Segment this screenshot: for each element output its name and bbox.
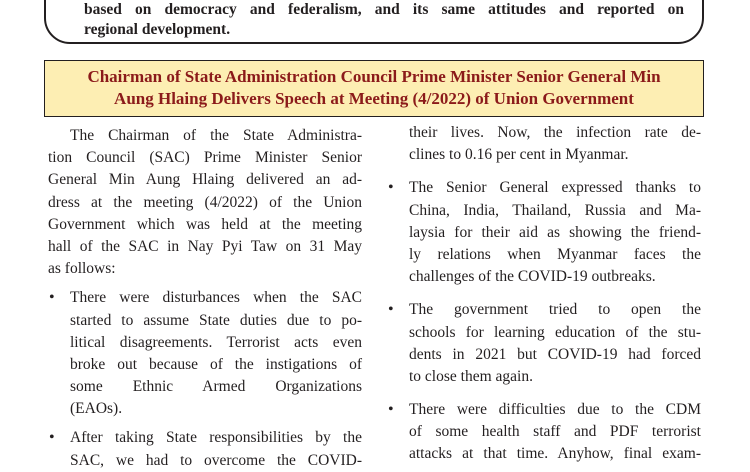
bullet-item bbox=[387, 299, 701, 388]
text-line: • After taking State responsibilities by the bbox=[70, 429, 362, 447]
text-line: General Min Aung Hlaing delivered an ad- bbox=[48, 171, 362, 189]
summary-line: regional development. bbox=[84, 21, 231, 38]
headline-line: Chairman of State Administration Council Prime Minister Senior General Min bbox=[87, 67, 661, 86]
bullet-item bbox=[48, 287, 362, 420]
bullet-item bbox=[387, 399, 701, 466]
text-line: • The Senior General expressed thanks to bbox=[409, 179, 701, 197]
summary-line: based on democracy and federalism, and its same attitudes and reported on bbox=[84, 1, 684, 18]
text-line: started to assume State duties due to po- bbox=[70, 311, 362, 329]
text-line: litical disagreements. Terrorist acts even bbox=[70, 333, 362, 351]
summary-text bbox=[84, 0, 684, 40]
text-line: schools for learning education of the stu- bbox=[409, 323, 701, 341]
left-column bbox=[48, 125, 362, 472]
text-line: The Chairman of the State Administra- bbox=[70, 127, 362, 144]
text-line: laysia for their aid as showing the friend- bbox=[409, 223, 701, 241]
text-line: some Ethnic Armed Organizations bbox=[70, 378, 362, 396]
text-line: dress at the meeting (4/2022) of the Union bbox=[48, 193, 362, 211]
text-line: challenges of the COVID-19 outbreaks. bbox=[409, 268, 656, 286]
bullet-item bbox=[387, 177, 701, 288]
text-line: (EAOs). bbox=[70, 400, 123, 418]
text-line: ly relations when Myanmar faces the bbox=[409, 245, 701, 263]
headline-line: Aung Hlaing Delivers Speech at Meeting (4/2022) of Union Government bbox=[114, 89, 634, 108]
right-column bbox=[387, 122, 701, 466]
text-line: hall of the SAC in Nay Pyi Taw on 31 May bbox=[48, 237, 362, 255]
text-line: Government which was held at the meeting bbox=[48, 215, 362, 233]
text-line: clines to 0.16 per cent in Myanmar. bbox=[409, 146, 629, 164]
text-line: of some health staff and PDF terrorist bbox=[409, 423, 701, 441]
text-line: tion Council (SAC) Prime Minister Senior bbox=[48, 149, 362, 167]
text-line: as follows: bbox=[48, 260, 116, 278]
text-line: to close them again. bbox=[409, 367, 533, 385]
text-line: • The government tried to open the bbox=[409, 301, 701, 319]
text-line: China, India, Thailand, Russia and Ma- bbox=[409, 201, 701, 219]
intro-paragraph bbox=[48, 125, 362, 280]
summary-box bbox=[44, 0, 704, 44]
continued-bullet bbox=[387, 122, 701, 166]
article-headline bbox=[44, 60, 704, 117]
text-line: SAC, we had to overcome the COVID- bbox=[70, 451, 362, 469]
text-line: • There were difficulties due to the CDM bbox=[409, 401, 701, 419]
text-line: broke out because of the instigations of bbox=[70, 355, 362, 373]
text-line: attacks at that time. Anyhow, final exam- bbox=[409, 445, 701, 463]
bullet-item bbox=[48, 427, 362, 471]
text-line: their lives. Now, the infection rate de- bbox=[409, 124, 701, 141]
text-line: • There were disturbances when the SAC bbox=[70, 289, 362, 307]
text-line: dents in 2021 but COVID-19 had forced bbox=[409, 345, 701, 363]
